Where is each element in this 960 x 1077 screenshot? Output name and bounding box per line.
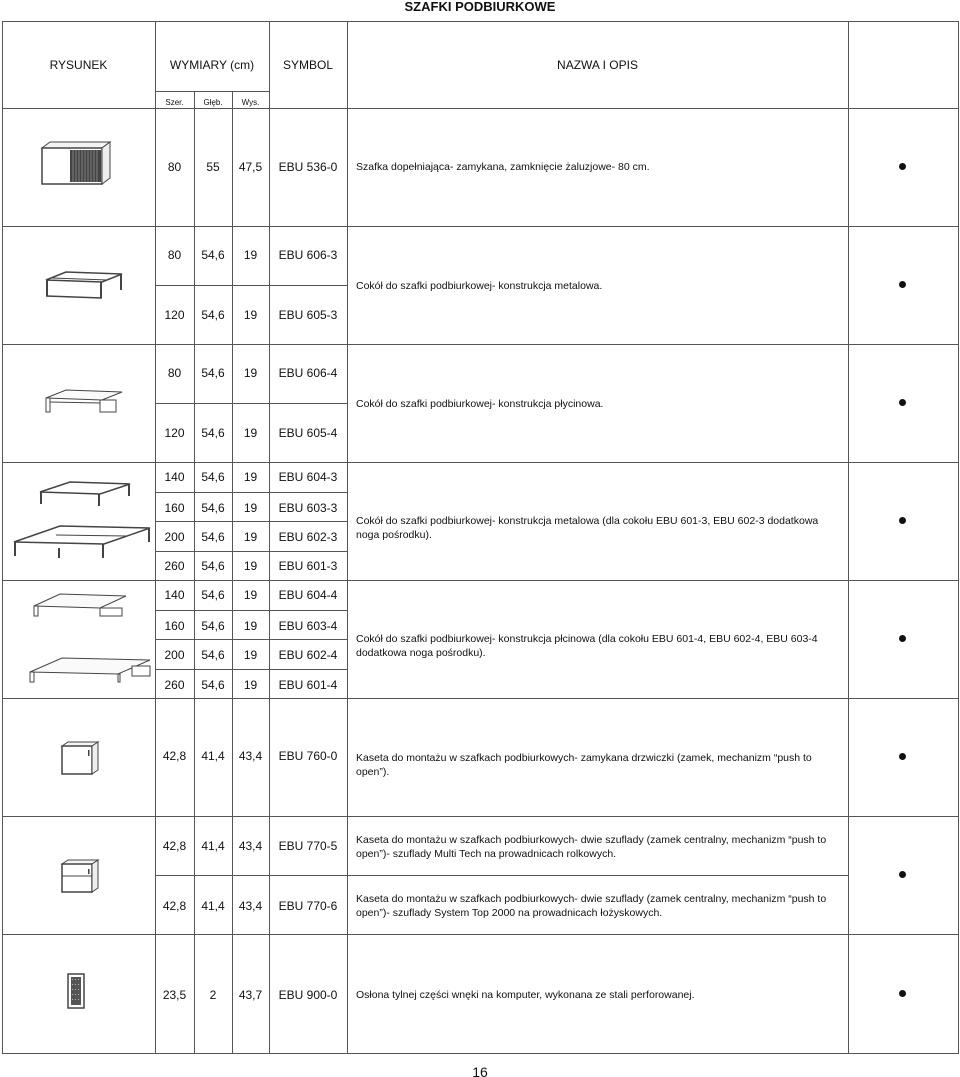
- width-value: 80: [167, 366, 182, 380]
- height-value: 19: [243, 248, 258, 262]
- width-value: 80: [167, 160, 182, 174]
- row-divider: [155, 91, 269, 92]
- height-value: 19: [243, 588, 258, 602]
- header-height: Wys.: [241, 98, 260, 107]
- depth-value: 54,6: [201, 559, 225, 573]
- header-drawing: RYSUNEK: [49, 58, 108, 72]
- drawer-cassette-icon: [60, 858, 100, 894]
- depth-value: 54,6: [201, 619, 225, 633]
- depth-value: 41,4: [201, 899, 225, 913]
- symbol-value: EBU 604-3: [278, 470, 338, 484]
- door-cassette-icon: [60, 740, 100, 776]
- board-base-icon: [6, 636, 151, 684]
- height-value: 19: [243, 426, 258, 440]
- row-divider: [2, 816, 959, 817]
- header-width: Szer.: [165, 98, 184, 107]
- description: Osłona tylnej części wnęki na komputer, wykonana ze stali perforowanej.: [356, 989, 695, 1001]
- height-value: 19: [243, 530, 258, 544]
- description: Cokół do szafki podbiurkowej- konstrukcja metalowa.: [356, 280, 603, 292]
- row-divider: [155, 403, 348, 404]
- height-value: 19: [243, 648, 258, 662]
- depth-value: 54,6: [201, 501, 225, 515]
- row-divider: [2, 462, 959, 463]
- symbol-value: EBU 603-3: [278, 501, 338, 515]
- width-value: 42,8: [162, 749, 187, 763]
- header-name: NAZWA I OPIS: [557, 58, 638, 72]
- depth-value: 54,6: [201, 530, 225, 544]
- depth-value: 54,6: [201, 308, 225, 322]
- row-divider: [155, 492, 348, 493]
- symbol-value: EBU 606-3: [278, 248, 338, 262]
- width-value: 23,5: [162, 988, 187, 1002]
- metal-base-icon: [6, 480, 151, 566]
- row-divider: [155, 875, 848, 876]
- width-value: 200: [164, 648, 185, 662]
- row-divider: [2, 344, 959, 345]
- availability-dot-icon: [899, 635, 906, 642]
- row-divider: [2, 226, 959, 227]
- row-divider: [2, 580, 959, 581]
- row-divider: [155, 669, 348, 670]
- symbol-value: EBU 770-5: [278, 839, 338, 853]
- row-divider: [155, 551, 348, 552]
- availability-dot-icon: [899, 753, 906, 760]
- width-value: 140: [164, 470, 185, 484]
- cabinet-shutter-icon: [40, 140, 112, 186]
- depth-value: 54,6: [201, 470, 225, 484]
- header-symbol: SYMBOL: [282, 58, 333, 72]
- width-value: 200: [164, 530, 185, 544]
- availability-dot-icon: [899, 281, 906, 288]
- depth-value: 54,6: [201, 588, 225, 602]
- width-value: 42,8: [162, 839, 187, 853]
- symbol-value: EBU 601-4: [278, 678, 338, 692]
- height-value: 19: [243, 501, 258, 515]
- symbol-value: EBU 536-0: [278, 160, 338, 174]
- symbol-value: EBU 606-4: [278, 366, 338, 380]
- height-value: 19: [243, 559, 258, 573]
- width-value: 260: [164, 678, 185, 692]
- symbol-value: EBU 601-3: [278, 559, 338, 573]
- height-value: 43,4: [238, 839, 263, 853]
- height-value: 43,7: [238, 988, 263, 1002]
- row-divider: [155, 610, 348, 611]
- width-value: 80: [167, 248, 182, 262]
- board-base-icon: [44, 388, 124, 416]
- description: Kaseta do montażu w szafkach podbiurkowych- zamykana drzwiczki (zamek, mechanizm “push to open”).: [356, 752, 812, 778]
- width-value: 120: [164, 426, 185, 440]
- height-value: 43,4: [238, 899, 263, 913]
- depth-value: 54,6: [201, 648, 225, 662]
- width-value: 160: [164, 501, 185, 515]
- description: Szafka dopełniająca- zamykana, zamknięcie żaluzjowe- 80 cm.: [356, 161, 650, 173]
- availability-dot-icon: [899, 517, 906, 524]
- header-dimensions: WYMIARY (cm): [169, 58, 255, 72]
- width-value: 42,8: [162, 899, 187, 913]
- width-value: 140: [164, 588, 185, 602]
- row-divider: [155, 521, 348, 522]
- symbol-value: EBU 602-4: [278, 648, 338, 662]
- width-value: 260: [164, 559, 185, 573]
- depth-value: 54,6: [201, 426, 225, 440]
- symbol-value: EBU 770-6: [278, 899, 338, 913]
- description: Kaseta do montażu w szafkach podbiurkowych- dwie szuflady (zamek centralny, mechanizm “push to open”)- szuflady System Top 2000 na prowadnicach łożyskowych.: [356, 893, 827, 919]
- symbol-value: EBU 602-3: [278, 530, 338, 544]
- depth-value: 54,6: [201, 248, 225, 262]
- height-value: 19: [243, 619, 258, 633]
- width-value: 160: [164, 619, 185, 633]
- depth-value: 55: [206, 160, 220, 174]
- row-divider: [2, 698, 959, 699]
- perforated-panel-icon: [66, 972, 86, 1010]
- width-value: 120: [164, 308, 185, 322]
- board-base-icon: [30, 592, 150, 624]
- symbol-value: EBU 900-0: [278, 988, 338, 1002]
- depth-value: 54,6: [201, 678, 225, 692]
- height-value: 19: [243, 470, 258, 484]
- symbol-value: EBU 760-0: [278, 749, 338, 763]
- row-divider: [2, 934, 959, 935]
- height-value: 19: [243, 678, 258, 692]
- availability-dot-icon: [899, 163, 906, 170]
- symbol-value: EBU 604-4: [278, 588, 338, 602]
- description: Kaseta do montażu w szafkach podbiurkowych- dwie szuflady (zamek centralny, mechanizm “push to open”)- szuflady Multi Tech na prowadnicach rolkowych.: [356, 834, 827, 860]
- description: Cokół do szafki podbiurkowej- konstrukcja płcinowa (dla cokołu EBU 601-4, EBU 602-4, EBU 603-4 dodatkowa noga pośrodku).: [356, 633, 818, 659]
- description: Cokół do szafki podbiurkowej- konstrukcja płycinowa.: [356, 398, 604, 410]
- row-divider: [155, 285, 348, 286]
- metal-base-icon: [44, 270, 124, 300]
- height-value: 19: [243, 308, 258, 322]
- height-value: 47,5: [238, 160, 263, 174]
- depth-value: 2: [209, 988, 217, 1002]
- depth-value: 41,4: [201, 839, 225, 853]
- description: Cokół do szafki podbiurkowej- konstrukcja metalowa (dla cokołu EBU 601-3, EBU 602-3 dodatkowa noga pośrodku).: [356, 515, 819, 541]
- availability-dot-icon: [899, 871, 906, 878]
- height-value: 43,4: [238, 749, 263, 763]
- col-divider: [347, 21, 348, 1054]
- depth-value: 54,6: [201, 366, 225, 380]
- page-number: 16: [472, 1064, 488, 1077]
- availability-dot-icon: [899, 990, 906, 997]
- symbol-value: EBU 605-3: [278, 308, 338, 322]
- row-divider: [2, 108, 959, 109]
- header-depth: Głęb.: [203, 98, 223, 107]
- symbol-value: EBU 605-4: [278, 426, 338, 440]
- page-title: SZAFKI PODBIURKOWE: [404, 0, 556, 14]
- row-divider: [155, 639, 348, 640]
- availability-dot-icon: [899, 399, 906, 406]
- height-value: 19: [243, 366, 258, 380]
- depth-value: 41,4: [201, 749, 225, 763]
- symbol-value: EBU 603-4: [278, 619, 338, 633]
- col-divider: [848, 21, 849, 1054]
